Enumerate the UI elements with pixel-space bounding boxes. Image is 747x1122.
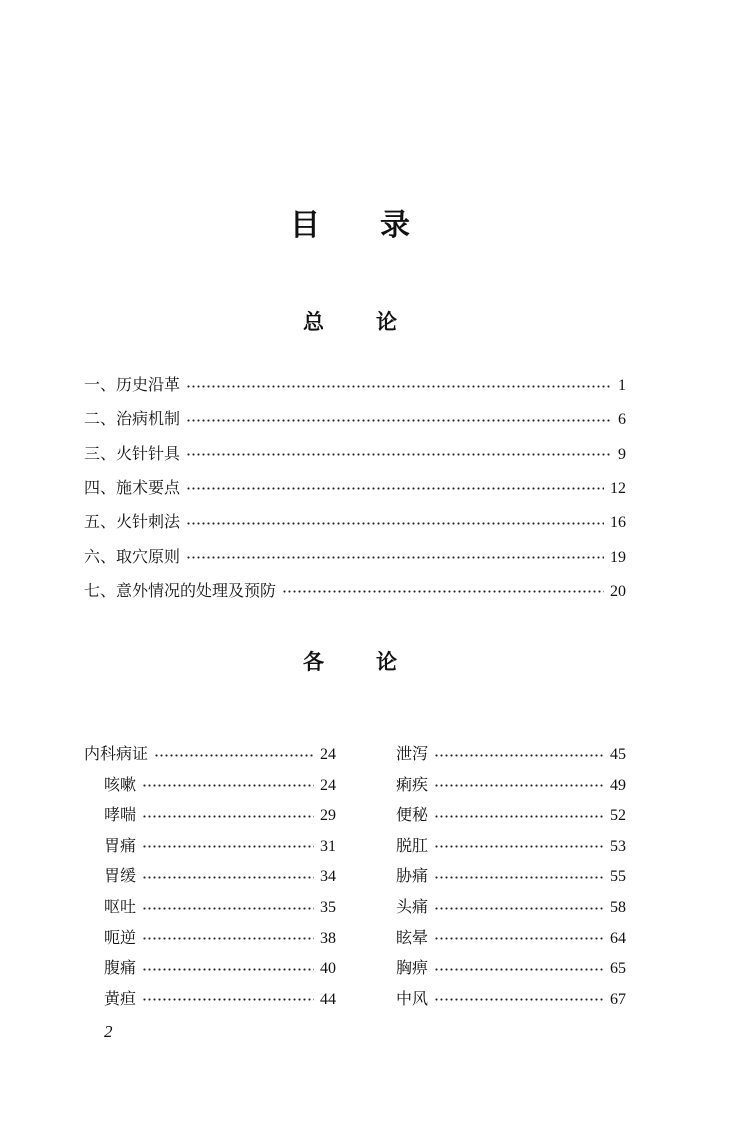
toc-entry-page: 6: [618, 411, 626, 429]
dot-leader: [142, 876, 314, 879]
toc-entry-page: 58: [610, 899, 626, 916]
toc-entry-page: 9: [618, 445, 626, 463]
toc-entry-label: 头痛: [396, 897, 429, 916]
dot-leader: [142, 907, 314, 910]
toc-entry-label: 中风: [396, 988, 429, 1008]
dot-leader: [142, 968, 314, 971]
dot-leader: [186, 453, 612, 456]
dot-leader: [434, 876, 604, 879]
toc-entry[interactable]: [84, 372, 626, 394]
page-number: 2: [104, 1022, 113, 1041]
toc-entry-page: 16: [610, 514, 626, 532]
toc-entry-label: 胃缓: [104, 866, 137, 886]
toc-entry[interactable]: [104, 772, 336, 794]
toc-entry[interactable]: [396, 986, 626, 1008]
dot-leader: [434, 815, 604, 818]
toc-entry-label: 二、治病机制: [84, 409, 181, 429]
toc-entry-label: 泄泻: [396, 744, 429, 763]
toc-entry-label: 四、施术要点: [84, 477, 181, 497]
toc-entry-label: 胃痛: [104, 835, 137, 855]
toc-entry-label: 七、意外情况的处理及预防: [84, 580, 277, 600]
toc-entry-page: 38: [320, 929, 336, 947]
section-heading-specific: 各论: [303, 649, 449, 674]
toc-entry[interactable]: [84, 509, 626, 531]
toc-entry-label: 内科病证: [84, 744, 149, 763]
dot-leader: [434, 998, 604, 1001]
toc-entry[interactable]: [396, 925, 626, 947]
toc-entry-label: 五、火针刺法: [84, 512, 181, 532]
toc-entry-label: 眩晕: [396, 927, 429, 947]
toc-entry-page: 67: [610, 990, 626, 1008]
toc-entry-page: 53: [610, 837, 626, 855]
toc-entry-label: 胸痹: [396, 958, 429, 978]
toc-entry-page: 24: [320, 746, 336, 763]
toc-entry-page: 31: [320, 837, 336, 855]
dot-leader: [142, 998, 314, 1001]
toc-entry-label: 六、取穴原则: [84, 546, 181, 566]
toc-entry[interactable]: [104, 986, 336, 1008]
toc-entry-label: 痢疾: [396, 774, 429, 794]
dot-leader: [186, 522, 604, 525]
toc-entry-page: 55: [610, 868, 626, 886]
toc-entry-label: 脱肛: [396, 835, 429, 855]
toc-entry[interactable]: [84, 741, 336, 763]
toc-entry[interactable]: [104, 894, 336, 916]
toc-entry-label: 一、历史沿革: [84, 375, 181, 394]
toc-entry-label: 胁痛: [396, 866, 429, 886]
dot-leader: [186, 556, 604, 559]
toc-entry[interactable]: [84, 406, 626, 428]
page-title: 目录: [290, 208, 470, 243]
dot-leader: [186, 419, 612, 422]
toc-entry[interactable]: [396, 802, 626, 824]
section-heading-general: 总论: [303, 309, 449, 334]
dot-leader: [186, 385, 612, 388]
toc-entry[interactable]: [396, 955, 626, 977]
toc-entry[interactable]: [104, 925, 336, 947]
toc-entry[interactable]: [104, 802, 336, 824]
dot-leader: [434, 754, 604, 757]
dot-leader: [434, 968, 604, 971]
toc-entry-page: 45: [610, 746, 626, 763]
toc-entry-page: 49: [610, 776, 626, 794]
toc-entry[interactable]: [396, 741, 626, 763]
toc-entry[interactable]: [396, 772, 626, 794]
toc-entry-page: 29: [320, 807, 336, 825]
dot-leader: [142, 845, 314, 848]
toc-entry[interactable]: [104, 833, 336, 855]
toc-entry-page: 35: [320, 899, 336, 916]
toc-entry-page: 52: [610, 807, 626, 825]
dot-leader: [186, 487, 604, 490]
toc-entry-page: 1: [618, 377, 626, 394]
toc-entry[interactable]: [396, 863, 626, 885]
toc-entry-page: 34: [320, 868, 336, 886]
dot-leader: [142, 937, 314, 940]
toc-entry-page: 40: [320, 960, 336, 978]
toc-entry[interactable]: [84, 544, 626, 566]
toc-entry[interactable]: [104, 863, 336, 885]
toc-entry-label: 呃逆: [104, 927, 137, 947]
toc-entry-label: 黄疸: [104, 988, 137, 1008]
toc-entry-label: 便秘: [396, 805, 429, 825]
toc-entry-page: 24: [320, 776, 336, 794]
dot-leader: [154, 754, 314, 757]
toc-entry[interactable]: [396, 894, 626, 916]
toc-entry[interactable]: [84, 475, 626, 497]
dot-leader: [282, 590, 604, 593]
toc-entry-label: 咳嗽: [104, 774, 137, 794]
dot-leader: [434, 845, 604, 848]
dot-leader: [434, 937, 604, 940]
toc-entry-page: 44: [320, 990, 336, 1008]
toc-entry[interactable]: [396, 833, 626, 855]
toc-entry[interactable]: [84, 441, 626, 463]
toc-entry-label: 呕吐: [104, 897, 137, 916]
dot-leader: [434, 784, 604, 787]
dot-leader: [434, 907, 604, 910]
toc-entry[interactable]: [104, 955, 336, 977]
toc-entry-page: 65: [610, 960, 626, 978]
toc-entry-page: 12: [610, 479, 626, 497]
dot-leader: [142, 784, 314, 787]
toc-entry-label: 腹痛: [104, 958, 137, 978]
dot-leader: [142, 815, 314, 818]
toc-entry-page: 19: [610, 548, 626, 566]
toc-entry-page: 64: [610, 929, 626, 947]
toc-entry-label: 哮喘: [104, 805, 137, 825]
toc-entry-label: 三、火针针具: [84, 443, 181, 463]
toc-entry-page: 20: [610, 582, 626, 600]
toc-entry[interactable]: [84, 578, 626, 600]
